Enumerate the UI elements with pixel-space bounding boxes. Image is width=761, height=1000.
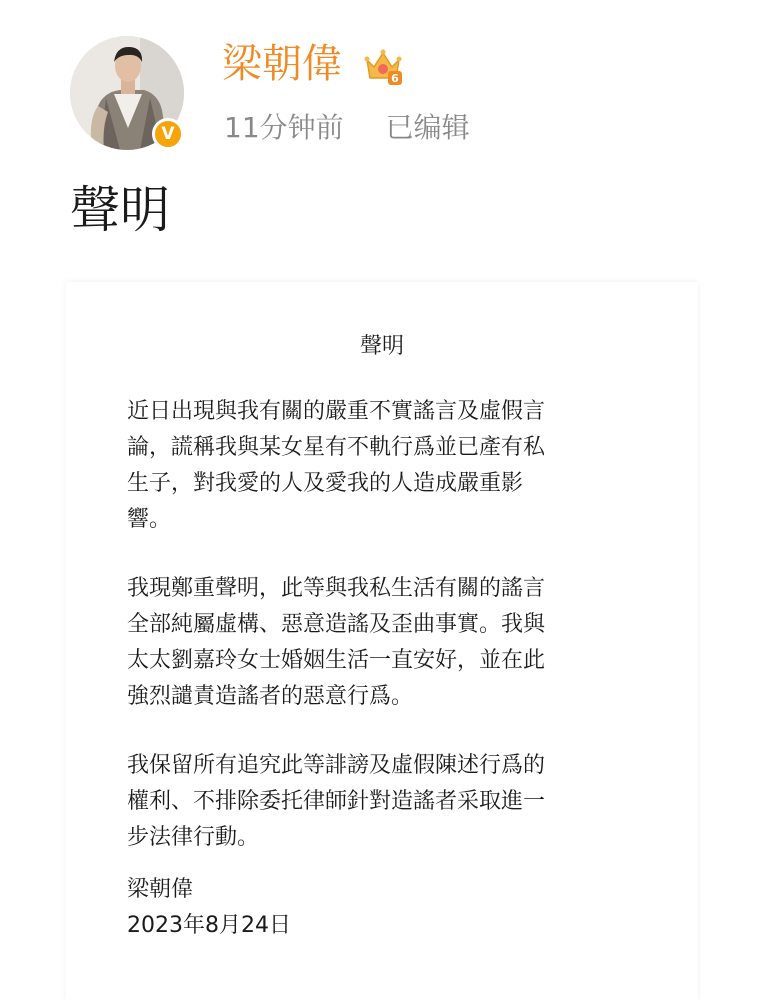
post-header [0, 0, 761, 170]
post-meta [224, 108, 470, 148]
post-title: 聲明 [70, 181, 170, 239]
statement-date: 2023年8月24日 [127, 913, 291, 938]
statement-paragraph: 我現鄭重聲明，此等與我私生活有關的謠言 全部純屬虛構、惡意造謠及歪曲事實。我與 太太劉嘉玲女士婚姻生活一直安好，並在此 強烈譴責造謠者的惡意行爲。 [127, 576, 546, 709]
statement-signature: 梁朝偉 [127, 877, 194, 902]
verified-badge-icon: V [152, 118, 184, 150]
statement-title: 聲明 [359, 334, 404, 359]
edited-label[interactable]: 已编辑 [385, 111, 470, 144]
statement-document[interactable] [66, 282, 698, 1000]
vip-level-text: 6 [391, 72, 399, 85]
statement-signature-block [127, 872, 291, 944]
crown-icon[interactable] [362, 45, 404, 87]
statement-paragraph: 近日出現與我有關的嚴重不實謠言及虛假言 論，謊稱我與某女星有不軌行爲並已產有私 生子，對我愛的人及愛我的人造成嚴重影 響。 [127, 399, 546, 532]
statement-body [127, 394, 647, 889]
post-timestamp: 11分钟前 [224, 111, 344, 144]
statement-paragraph: 我保留所有追究此等誹謗及虛假陳述行爲的 權利、不排除委托律師針對造謠者采取進一 步法律行動。 [127, 753, 546, 850]
author-name[interactable]: 梁朝偉 [222, 41, 342, 87]
